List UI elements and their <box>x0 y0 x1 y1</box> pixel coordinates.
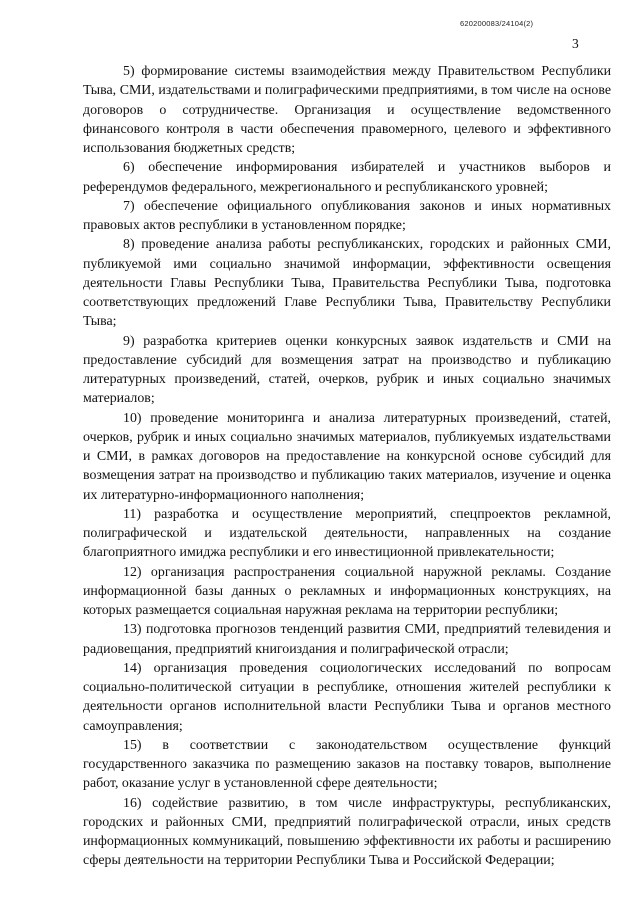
paragraph-item-6: 6) обеспечение информирования избирателей и участников выборов и референдумов федерального, межрегионального и республиканского уровней; <box>83 160 611 195</box>
paragraph-item-5: 5) формирование системы взаимодействия между Правительством Республики Тыва, СМИ, издательствами и полиграфическими предприятиями, в том числе на основе договоров о сотрудничестве. Организация и осуществление ведомственного финансового контроля в части обеспечения правомерного, целевого и эффективного использования бюджетных средств; <box>83 64 611 156</box>
page-number: 3 <box>572 36 579 51</box>
paragraph-item-11: 11) разработка и осуществление мероприятий, спецпроектов рекламной, полиграфической и издательской деятельности, направленных на создание благоприятного имиджа республики и его инвестиционной привлекательности; <box>83 506 611 561</box>
paragraph-item-15: 15) в соответствии с законодательством осуществление функций государственного заказчика по размещению заказов на поставку товаров, выполнение работ, оказание услуг в установленной сфере деятельности; <box>83 737 611 792</box>
paragraph-item-8: 8) проведение анализа работы республиканских, городских и районных СМИ, публикуемой ими социально значимой информации, эффективности освещения деятельности Главы Республики Тыва, Правительства Республики Тыва, подготовка соответствующих предложений Главе Республики Тыва, Правительству Республики Тыва; <box>83 237 611 330</box>
paragraph-item-14: 14) организация проведения социологических исследований по вопросам социально-политической ситуации в республике, отношения жителей республики к деятельности органов исполнительной власти Республики Тыва и органов местного самоуправления; <box>83 660 611 734</box>
paragraph-item-12: 12) организация распространения социальной наружной рекламы. Создание информационной базы данных о рекламных и информационных конструкциях, на которых размещается социальная наружная реклама на территории республики; <box>83 564 611 618</box>
paragraph-item-10: 10) проведение мониторинга и анализа литературных произведений, статей, очерков, рубрик и иных социально значимых материалов, публикуемых издательствами и СМИ, в рамках договоров на предоставление на конкурсной основе субсидий для возмещения затрат на производство и публикацию таких материалов, изучение и оценка их литературно-информационного наполнения; <box>83 410 611 503</box>
paragraph-item-16: 16) содействие развитию, в том числе инфраструктуры, республиканских, городских и районных СМИ, предприятий полиграфической отрасли, иных средств информационных коммуникаций, повышению эффективности их работы и расширению сферы деятельности на территории Республики Тыва и Российской Федерации; <box>83 795 611 869</box>
document-id: 620200083/24104(2) <box>460 19 534 28</box>
paragraph-item-13: 13) подготовка прогнозов тенденций развития СМИ, предприятий телевидения и радиовещания, предприятий книгоиздания и полиграфической отрасли; <box>83 622 611 657</box>
paragraph-item-9: 9) разработка критериев оценки конкурсных заявок издательств и СМИ на предоставление субсидий для возмещения затрат на производство и публикацию литературных произведений, статей, очерков, рубрик и иных социально значимых материалов; <box>83 333 611 407</box>
document-body <box>83 62 611 871</box>
paragraph-item-7: 7) обеспечение официального опубликования законов и иных нормативных правовых актов республики в установленном порядке; <box>83 198 611 233</box>
